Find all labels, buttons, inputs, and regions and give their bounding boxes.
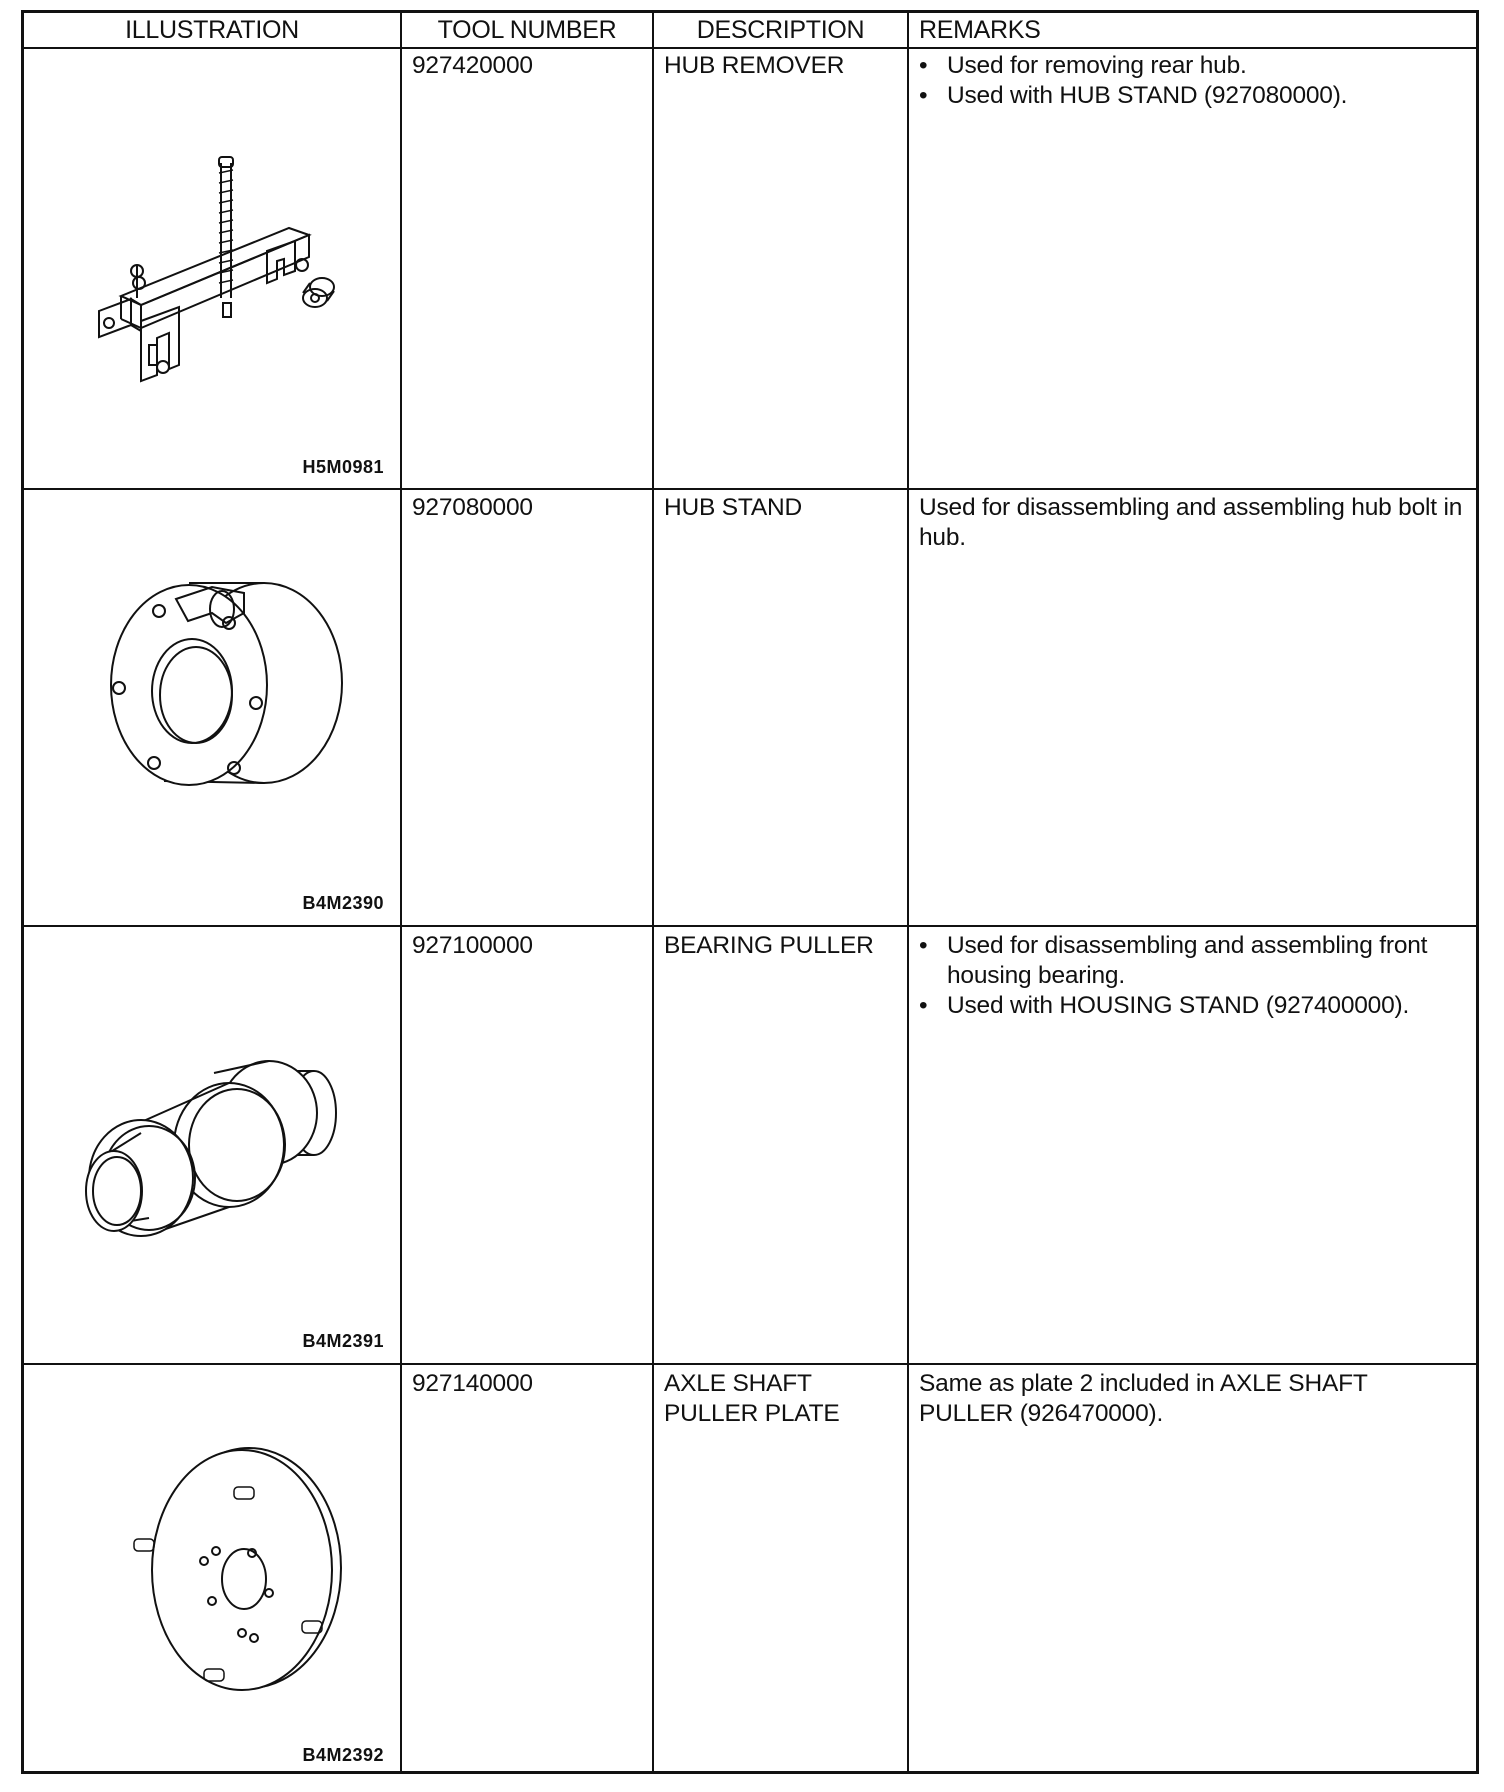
header-illustration: ILLUSTRATION	[125, 16, 299, 44]
remarks-cell	[919, 931, 1467, 1021]
tool-number-cell: 927080000	[412, 494, 533, 521]
remarks-cell	[919, 1369, 1467, 1429]
tool-number-cell: 927420000	[412, 52, 533, 79]
description-cell: BEARING PULLER	[664, 932, 874, 959]
remark-line: • Used with HOUSING STAND (927400000).	[919, 991, 1467, 1021]
hub-remover-drawing	[79, 153, 379, 413]
remark-line: • Used for disassembling and assembling front housing bearing.	[919, 931, 1467, 991]
remarks-cell	[919, 51, 1467, 111]
row-divider	[24, 925, 1476, 927]
header-tool-number: TOOL NUMBER	[437, 16, 617, 44]
header-description: DESCRIPTION	[696, 16, 865, 44]
column-divider	[652, 13, 654, 1771]
remark-line: • Used for removing rear hub.	[919, 51, 1467, 81]
description-cell: AXLE SHAFT PULLER PLATE	[664, 1370, 840, 1427]
tool-number-cell: 927140000	[412, 1370, 533, 1397]
header-divider	[24, 47, 1476, 49]
remark-line: Same as plate 2 included in AXLE SHAFT PULLER (926470000).	[919, 1370, 1368, 1427]
image-code: B4M2390	[302, 893, 384, 913]
description-cell: HUB STAND	[664, 494, 802, 521]
image-code: H5M0981	[302, 457, 384, 477]
axle-shaft-puller-plate-drawing	[104, 1433, 374, 1693]
remarks-cell	[919, 493, 1467, 553]
row-divider	[24, 1363, 1476, 1365]
header-remarks: REMARKS	[919, 16, 1041, 44]
remark-line: • Used with HUB STAND (927080000).	[919, 81, 1467, 111]
hub-stand-drawing	[84, 573, 364, 833]
row-divider	[24, 488, 1476, 490]
tool-number-cell: 927100000	[412, 932, 533, 959]
column-divider	[400, 13, 402, 1771]
column-divider	[907, 13, 909, 1771]
description-cell: HUB REMOVER	[664, 52, 845, 79]
bearing-puller-drawing	[79, 1053, 369, 1253]
image-code: B4M2391	[302, 1331, 384, 1351]
remark-line: Used for disassembling and assembling hub bolt in hub.	[919, 494, 1463, 551]
image-code: B4M2392	[302, 1745, 384, 1765]
special-tools-table	[21, 10, 1479, 1774]
